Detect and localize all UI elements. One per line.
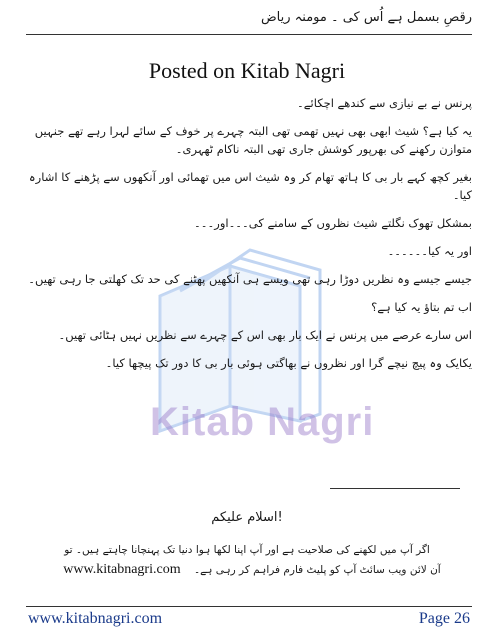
invite-block: [40, 540, 454, 580]
posted-banner: Posted on Kitab Nagri: [148, 58, 346, 83]
paragraph: بغیر کچھ کہے بار بی کا ہاتھ تھام کر وہ شیث اس میں تھمائی اور آنکھوں سے پڑھنے کا اشارہ کیا۔: [28, 170, 472, 202]
paragraph: پرنس نے بے نیازی سے کندھے اچکائے۔: [297, 96, 472, 110]
paragraph: یکایک وہ پیچ نیچے گرا اور نظروں نے بھاگتی ہوئی بار بی کا دور تک پیچھا کیا۔: [105, 356, 472, 370]
invite-line-2: [40, 560, 454, 580]
footer-site-link[interactable]: www.kitabnagri.com: [28, 610, 163, 627]
paragraph: بمشکل تھوک نگلتے شیث نظروں کے سامنے کی۔۔۔اور۔۔۔: [194, 216, 472, 230]
header-divider: [26, 34, 472, 35]
invite-line-1: اگر آپ میں لکھنے کی صلاحیت ہے اور آپ اپنا لکھا ہوا دنیا تک پہنچانا چاہتے ہیں۔ تو: [64, 544, 430, 556]
paragraph: اب تم بتاؤ یہ کیا ہے؟: [371, 300, 472, 314]
watermark-text: Kitab Nagri: [150, 400, 375, 444]
paragraph: اس سارے عرصے میں پرنس نے ایک بار بھی اس کے چہرے سے نظریں نہیں ہٹائی تھیں۔: [58, 328, 472, 342]
footer-divider: [26, 606, 472, 607]
greeting: !اسلام علیکم: [211, 510, 283, 525]
paragraph: اور یہ کیا۔۔۔۔۔۔: [387, 244, 472, 258]
invite-line-2-text: آن لائن ویب سائٹ آپ کو پلیٹ فارم فراہم کر رہی ہے۔: [193, 564, 441, 576]
section-divider: [330, 488, 460, 489]
header-title: رقصِ بسمل ہے اُس کی ۔ مومنہ ریاض: [260, 10, 472, 25]
paragraph: جیسے جیسے وہ نظریں دوڑا رہی تھی ویسے ہی آنکھیں پھٹنے کی حد تک کھلتی جا رہی تھیں۔: [28, 272, 472, 286]
page-number: Page 26: [418, 610, 470, 627]
paragraph: یہ کیا ہے؟ شیث ابھی بھی نہیں تھمی تھی البتہ چہرے پر خوف کے سائے لہرا رہے تھے جنہیں متوازن رکھنے کی بھرپور کوشش جاری تھی البتہ ناکام ٹھہری۔: [34, 124, 472, 156]
story-body: [26, 94, 472, 382]
invite-site-link[interactable]: www.kitabnagri.com: [63, 562, 181, 577]
